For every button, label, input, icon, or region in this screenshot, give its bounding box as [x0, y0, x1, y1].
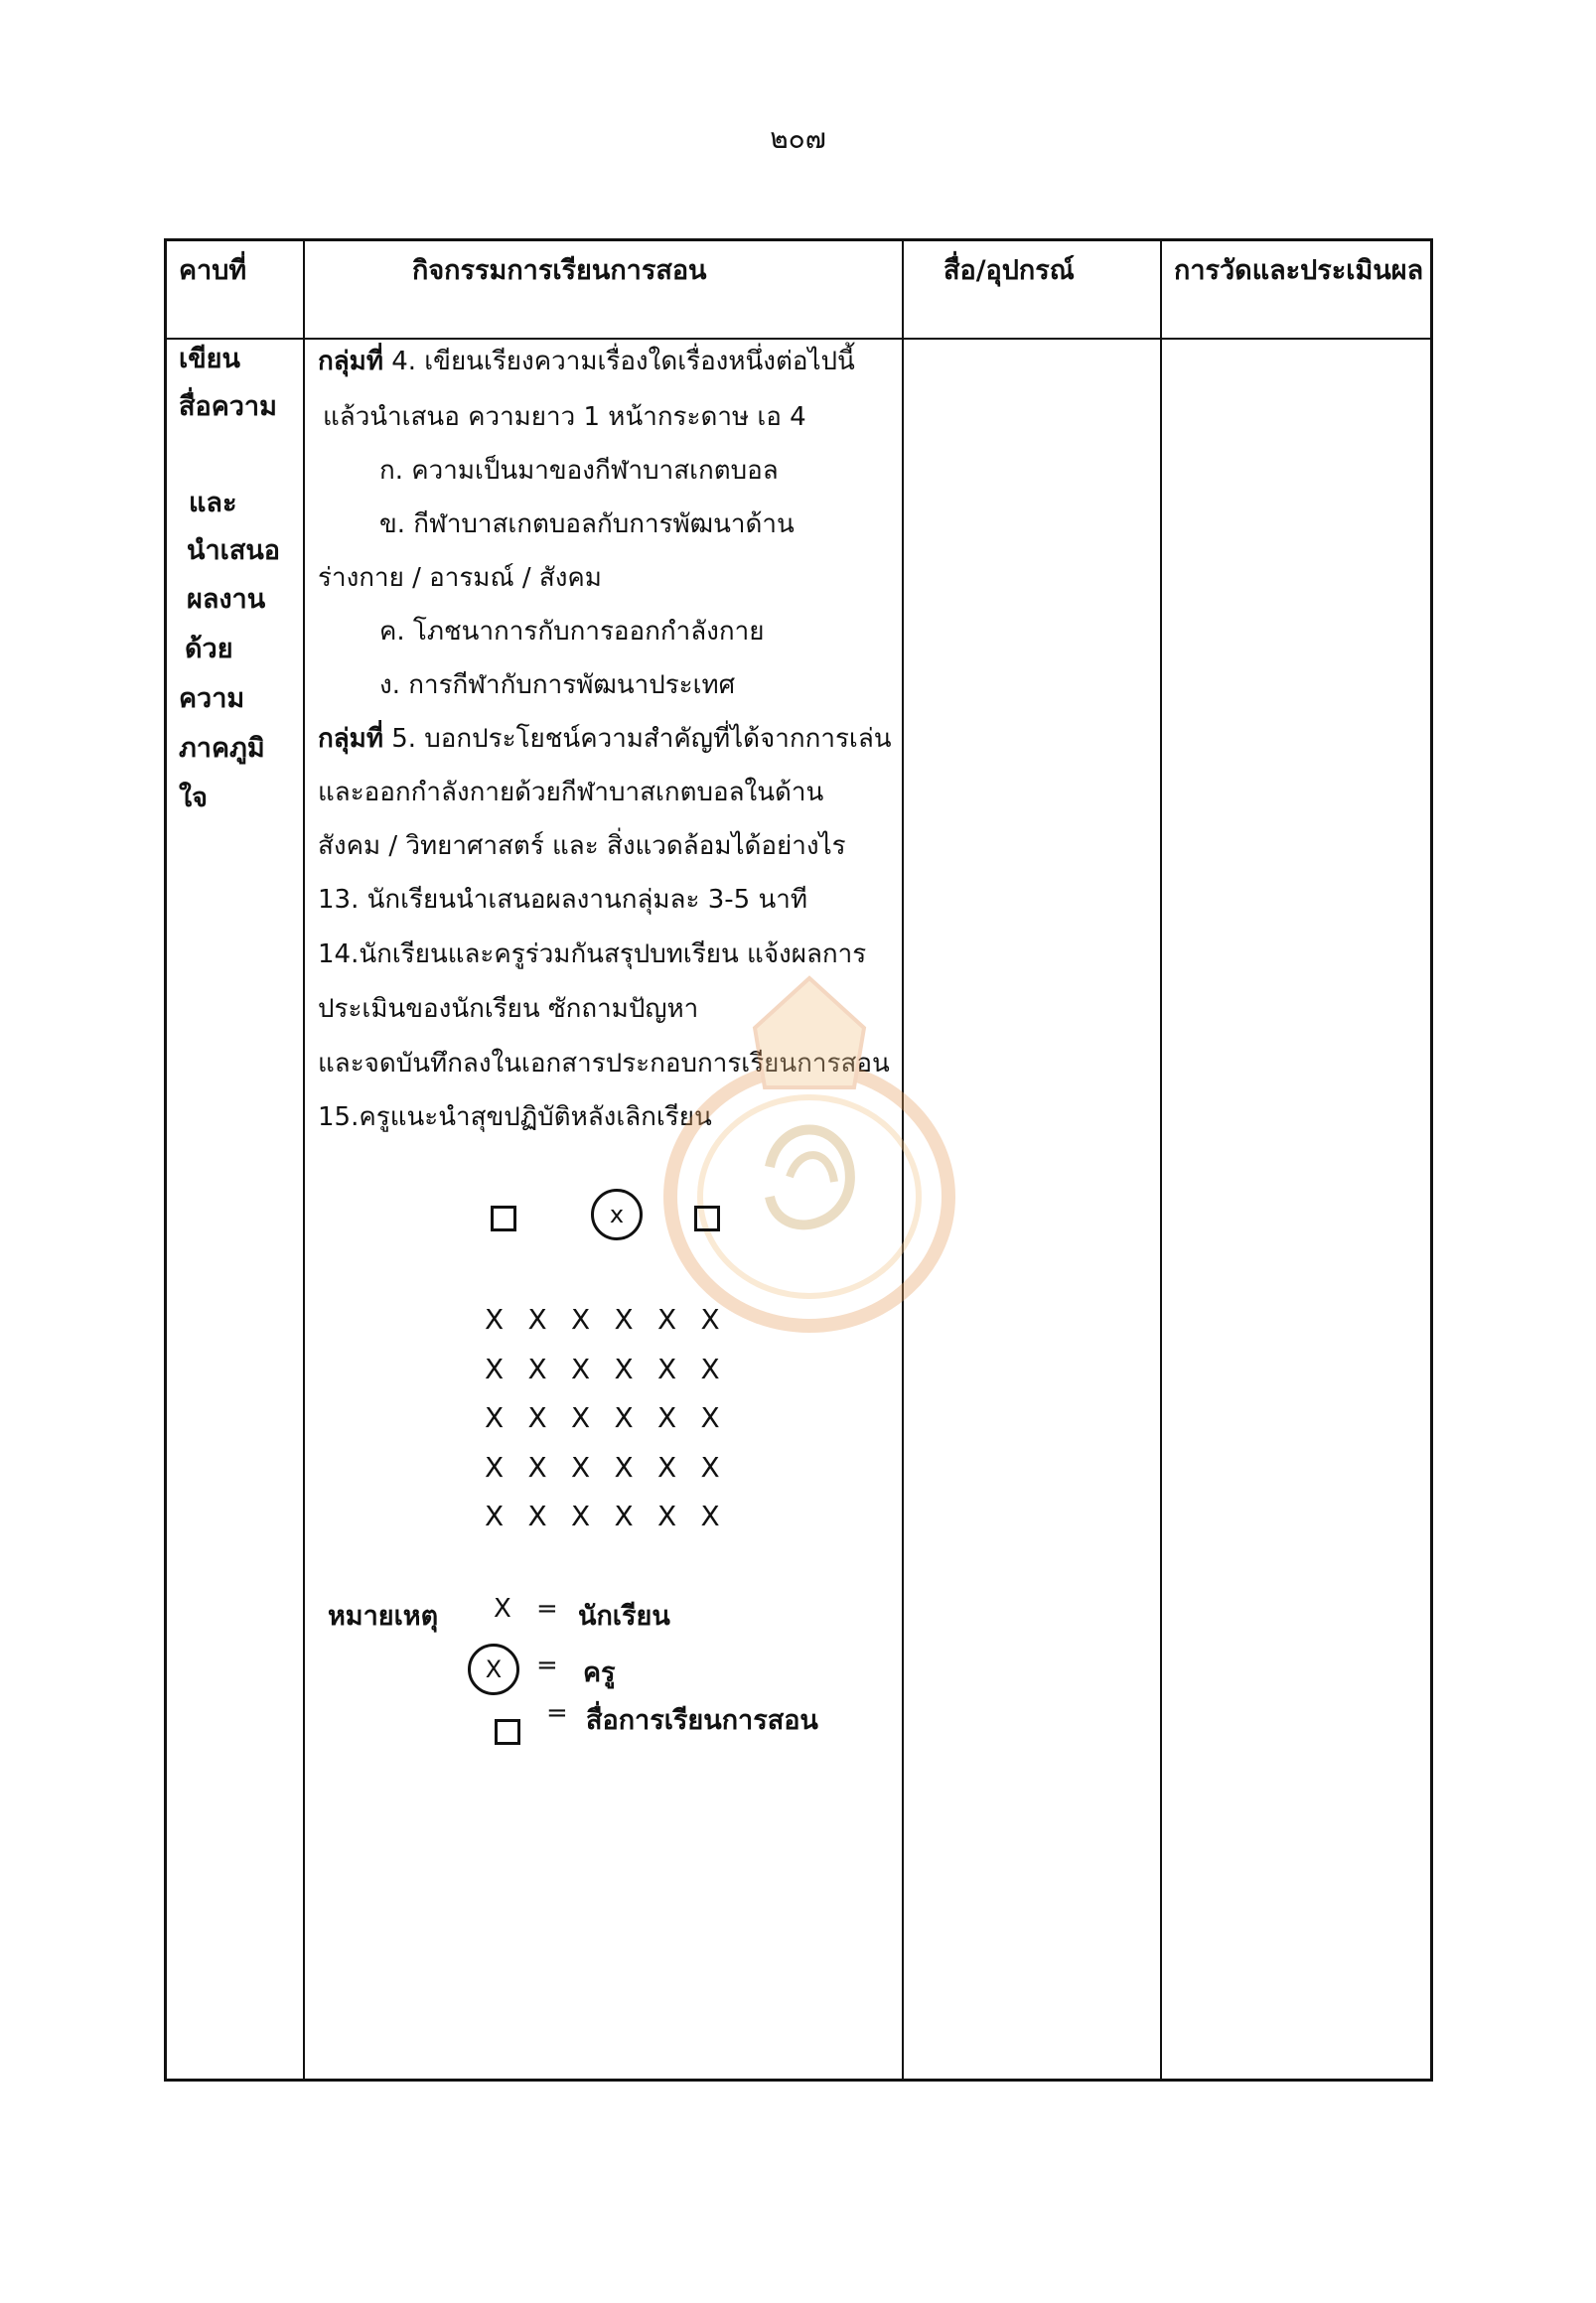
- side-line: ด้วย: [185, 634, 233, 664]
- side-line: ภาคภูมิ: [179, 733, 265, 764]
- header-activities: กิจกรรมการเรียนการสอน: [412, 255, 707, 286]
- student-row: [485, 1303, 744, 1336]
- activity-line: 15.ครูแนะนำสุขปฏิบัติหลังเลิกเรียน: [318, 1102, 712, 1132]
- legend-teacher-circle: X: [468, 1644, 519, 1695]
- legend-teacher-label: ครู: [583, 1657, 616, 1688]
- teacher-circle: x: [591, 1189, 643, 1240]
- table-border-bottom: [164, 2079, 1433, 2082]
- student-mark: X: [527, 1352, 547, 1385]
- page-number: ๒๐๗: [770, 122, 826, 155]
- activity-line: ก. ความเป็นมาของกีฬาบาสเกตบอล: [379, 456, 779, 486]
- legend-title: หมายเหตุ: [328, 1601, 439, 1632]
- seal-watermark: [660, 968, 958, 1356]
- student-mark: X: [700, 1401, 720, 1434]
- table-border-right: [1430, 238, 1433, 2082]
- legend-student-label: นักเรียน: [578, 1601, 670, 1632]
- student-row: [485, 1451, 744, 1484]
- legend-equals: =: [536, 1651, 558, 1680]
- header-media: สื่อ/อุปกรณ์: [943, 255, 1075, 286]
- side-line: และ: [189, 488, 237, 518]
- student-mark: X: [571, 1450, 591, 1484]
- table-header-divider: [164, 338, 1433, 340]
- side-line: สื่อความ: [179, 391, 277, 422]
- student-mark: X: [700, 1303, 720, 1336]
- student-mark: X: [527, 1500, 547, 1532]
- student-mark: X: [614, 1500, 634, 1532]
- side-line: ใจ: [179, 783, 209, 813]
- activity-line: กลุ่มที่ 5. บอกประโยชน์ความสำคัญที่ได้จากการเล่น: [318, 724, 892, 754]
- table-border-top: [164, 238, 1433, 241]
- activity-line: 14.นักเรียนและครูร่วมกันสรุปบทเรียน แจ้งผลการ: [318, 939, 867, 969]
- student-mark: X: [657, 1352, 677, 1385]
- activity-line: และจดบันทึกลงในเอกสารประกอบการเรียนการสอน: [318, 1049, 890, 1079]
- student-mark: X: [657, 1401, 677, 1434]
- activity-line: ง. การกีฬากับการพัฒนาประเทศ: [379, 670, 736, 700]
- student-mark: X: [614, 1352, 634, 1385]
- student-mark: X: [485, 1500, 505, 1532]
- side-line: ผลงาน: [187, 584, 266, 615]
- media-square-right: [694, 1206, 720, 1231]
- legend-equals: =: [536, 1594, 558, 1624]
- student-mark: X: [700, 1352, 720, 1385]
- legend-student-symbol: X: [494, 1594, 511, 1624]
- student-mark: X: [485, 1401, 505, 1434]
- student-mark: X: [700, 1500, 720, 1532]
- student-row: [485, 1353, 744, 1385]
- legend-equals: =: [546, 1698, 568, 1728]
- student-mark: X: [485, 1450, 505, 1484]
- student-mark: X: [571, 1303, 591, 1336]
- activity-line: แล้วนำเสนอ ความยาว 1 หน้ากระดาษ เอ 4: [323, 402, 806, 432]
- activity-line: และออกกำลังกายด้วยกีฬาบาสเกตบอลในด้าน: [318, 778, 824, 807]
- student-mark: X: [527, 1450, 547, 1484]
- activity-line: ค. โภชนาการกับการออกกำลังกาย: [379, 617, 765, 647]
- student-mark: X: [571, 1401, 591, 1434]
- side-line: ความ: [179, 683, 245, 714]
- student-mark: X: [527, 1401, 547, 1434]
- table-col-divider-1: [303, 238, 305, 2082]
- media-square-left: [491, 1206, 516, 1231]
- student-row: [485, 1500, 744, 1532]
- student-mark: X: [614, 1303, 634, 1336]
- table-col-divider-3: [1160, 238, 1162, 2082]
- activity-line: ประเมินของนักเรียน ซักถามปัญหา: [318, 994, 699, 1024]
- student-mark: X: [571, 1352, 591, 1385]
- activity-line: ร่างกาย / อารมณ์ / สังคม: [318, 563, 602, 593]
- header-evaluation: การวัดและประเมินผล: [1174, 255, 1424, 286]
- legend-media-square: [495, 1719, 520, 1745]
- student-mark: X: [527, 1303, 547, 1336]
- side-line: เขียน: [179, 344, 240, 374]
- student-mark: X: [657, 1450, 677, 1484]
- student-row: [485, 1401, 744, 1434]
- side-line: นำเสนอ: [187, 535, 280, 566]
- student-mark: X: [485, 1352, 505, 1385]
- activity-line: สังคม / วิทยาศาสตร์ และ สิ่งแวดล้อมได้อย่างไร: [318, 831, 846, 861]
- student-mark: X: [657, 1500, 677, 1532]
- student-mark: X: [614, 1450, 634, 1484]
- activity-line: 13. นักเรียนนำเสนอผลงานกลุ่มละ 3-5 นาที: [318, 885, 807, 915]
- activity-line: ข. กีฬาบาสเกตบอลกับการพัฒนาด้าน: [379, 509, 795, 539]
- student-mark: X: [657, 1303, 677, 1336]
- student-mark: X: [700, 1450, 720, 1484]
- student-mark: X: [614, 1401, 634, 1434]
- legend-media-label: สื่อการเรียนการสอน: [586, 1705, 818, 1736]
- student-mark: X: [485, 1303, 505, 1336]
- student-mark: X: [571, 1500, 591, 1532]
- table-border-left: [164, 238, 167, 2082]
- activity-line: กลุ่มที่ 4. เขียนเรียงความเรื่องใดเรื่องหนึ่งต่อไปนี้: [318, 347, 855, 376]
- header-period: คาบที่: [179, 255, 247, 286]
